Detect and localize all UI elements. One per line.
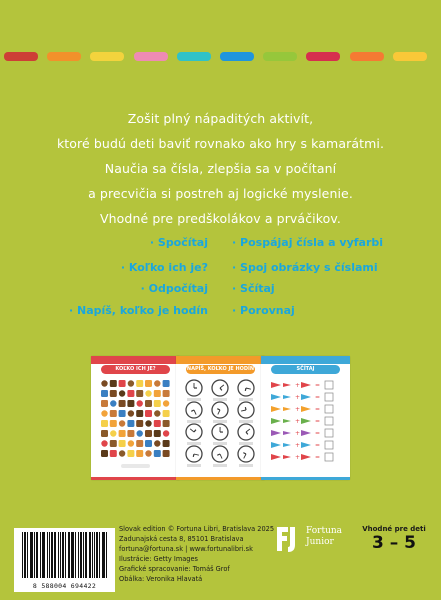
- activity-label: Koľko ich je?: [128, 261, 208, 274]
- barcode-bar: [102, 532, 103, 578]
- blurb-line: Naučia sa čísla, zlepšia sa v počítaní: [104, 161, 337, 176]
- barcode-bar: [106, 532, 107, 578]
- answer-box: [325, 453, 333, 461]
- equals-sign: =: [315, 442, 321, 449]
- barcode-bar: [31, 532, 32, 578]
- bullet: ·: [232, 304, 237, 317]
- answer-line: [213, 464, 227, 467]
- barcode-bar: [55, 532, 56, 578]
- item-icon: [127, 450, 134, 457]
- barcode-bar: [37, 532, 38, 578]
- barcode-bar: [75, 532, 76, 578]
- barcode-bar: [92, 532, 93, 578]
- preview-title: SČÍTAJ: [271, 365, 340, 374]
- item-icon: [154, 450, 161, 457]
- bullet: ·: [140, 282, 145, 295]
- barcode-bar: [83, 532, 84, 578]
- object-icon: [271, 442, 281, 448]
- item-icon: [145, 450, 151, 456]
- credit-line: fortuna@fortuna.sk | www.fortunalibri.sk: [119, 545, 253, 553]
- answer-line: [239, 398, 253, 401]
- item-icon: [110, 400, 116, 406]
- barcode-bar: [96, 532, 97, 578]
- preview-page-1: [91, 356, 180, 480]
- answer-line: [213, 420, 227, 423]
- item-icon: [127, 420, 134, 427]
- item-icon: [163, 400, 169, 406]
- color-stripe: [220, 52, 254, 61]
- activity-item: [232, 304, 295, 317]
- barcode-bar: [44, 532, 45, 578]
- equals-sign: =: [315, 430, 321, 437]
- object-icon: [301, 430, 311, 436]
- preview-title: NAPÍŠ, KOĽKO JE HODÍN: [186, 366, 255, 372]
- blurb-line: a precvičia si postreh aj logické myslenie.: [88, 186, 353, 201]
- plus-sign: +: [295, 454, 301, 461]
- credit-line: Zadunajská cesta 8, 85101 Bratislava: [119, 535, 244, 543]
- answer-line: [239, 464, 253, 467]
- barcode-bar: [40, 532, 41, 578]
- barcode-bar: [72, 532, 73, 578]
- activity-label: Porovnaj: [240, 304, 295, 317]
- age-label: Vhodné pre deti: [362, 525, 426, 533]
- credit-line: Ilustrácie: Getty Images: [119, 555, 198, 563]
- barcode-number: 8 588004 694422: [32, 582, 97, 590]
- object-icon: [283, 431, 291, 435]
- answer-line: [187, 442, 201, 445]
- preview-title: KOĽKO ICH JE?: [101, 365, 170, 374]
- item-icon: [136, 450, 143, 457]
- barcode-bar: [69, 532, 70, 578]
- preview-clock-grid: [176, 356, 265, 480]
- activity-label: Spočítaj: [157, 236, 208, 249]
- barcode-bar: [60, 532, 61, 578]
- barcode-bar: [32, 532, 33, 578]
- color-stripe: [177, 52, 211, 61]
- bullet: ·: [232, 282, 237, 295]
- item-icon: [110, 450, 117, 457]
- answer-line: [187, 464, 201, 467]
- barcode-bar: [80, 532, 81, 578]
- activity-item: [69, 304, 208, 317]
- item-icon: [127, 430, 134, 437]
- preview-addition-rows: [261, 356, 350, 480]
- item-icon: [154, 390, 161, 397]
- activity-label: Sčítaj: [240, 282, 275, 295]
- barcode-bar: [24, 532, 25, 578]
- plus-sign: +: [295, 430, 301, 437]
- activity-item: [232, 236, 383, 249]
- barcode-bar: [81, 532, 82, 578]
- object-icon: [283, 443, 291, 447]
- barcode-bar: [54, 532, 55, 578]
- item-icon: [119, 410, 126, 417]
- item-icon: [163, 380, 170, 387]
- item-icon: [145, 420, 151, 426]
- barcode-bar: [25, 532, 26, 578]
- object-icon: [283, 455, 291, 459]
- blurb-line: Vhodné pre predškolákov a prváčikov.: [100, 211, 341, 226]
- object-icon: [271, 454, 281, 460]
- object-icon: [301, 454, 311, 460]
- activity-label: Spoj obrázky s číslami: [240, 261, 378, 274]
- item-icon: [101, 410, 107, 416]
- item-icon: [154, 420, 161, 427]
- answer-line: [213, 442, 227, 445]
- object-icon: [271, 382, 281, 388]
- bullet: ·: [120, 261, 126, 274]
- item-icon: [119, 390, 125, 396]
- bullet: ·: [232, 261, 237, 274]
- plus-sign: +: [295, 382, 301, 389]
- item-icon: [110, 440, 117, 447]
- answer-box: [325, 405, 333, 413]
- answer-line: [239, 442, 253, 445]
- bullet: ·: [68, 304, 74, 317]
- answer-box: [325, 417, 333, 425]
- barcode-bar: [49, 532, 50, 578]
- item-icon: [110, 380, 117, 387]
- barcode-bar: [78, 532, 79, 578]
- item-icon: [110, 420, 117, 427]
- color-stripe: [393, 52, 427, 61]
- item-icon: [119, 420, 125, 426]
- item-icon: [136, 380, 143, 387]
- preview-page-3: [261, 356, 350, 480]
- answer-box: [325, 381, 333, 389]
- item-icon: [163, 430, 169, 436]
- equals-sign: =: [315, 382, 321, 389]
- item-icon: [154, 440, 160, 446]
- preview-bottom-bar: [91, 477, 180, 480]
- item-icon: [101, 390, 108, 397]
- activity-item: [232, 282, 275, 295]
- answer-box: [325, 393, 333, 401]
- color-stripe: [4, 52, 38, 61]
- item-icon: [127, 390, 134, 397]
- object-icon: [301, 418, 311, 424]
- item-icon: [163, 420, 170, 427]
- item-icon: [145, 410, 152, 417]
- color-stripes: [0, 52, 441, 61]
- item-icon: [154, 410, 160, 416]
- item-icon: [136, 420, 143, 427]
- barcode-bar: [30, 532, 31, 578]
- bullet: ·: [232, 236, 237, 249]
- barcode-bar: [94, 532, 95, 578]
- credit-line: Obálka: Veronika Hlavatá: [119, 575, 203, 583]
- barcode-bar: [104, 532, 105, 578]
- item-icon: [145, 430, 152, 437]
- item-icon: [119, 380, 126, 387]
- item-icon: [101, 430, 108, 437]
- object-icon: [301, 382, 311, 388]
- bullet: ·: [149, 236, 155, 249]
- clock-hand: [245, 407, 246, 410]
- plus-sign: +: [295, 442, 301, 449]
- object-icon: [301, 406, 311, 412]
- barcode-bar: [47, 532, 48, 578]
- barcode-bar: [97, 532, 98, 578]
- item-icon: [119, 430, 126, 437]
- item-icon: [163, 390, 170, 397]
- item-icon: [101, 380, 107, 386]
- object-icon: [301, 442, 311, 448]
- item-icon: [119, 400, 126, 407]
- item-icon: [101, 400, 108, 407]
- item-icon: [136, 390, 143, 397]
- barcode-bar: [89, 532, 90, 578]
- item-icon: [101, 450, 108, 457]
- item-icon: [110, 430, 116, 436]
- color-stripe: [47, 52, 81, 61]
- barcode-bar: [65, 532, 66, 578]
- color-stripe: [263, 52, 297, 61]
- barcode-bar: [99, 532, 100, 578]
- object-icon: [301, 394, 311, 400]
- logo-text-line1: Fortuna: [306, 526, 343, 536]
- credit-line: Slovak edition © Fortuna Libri, Bratislava 2025: [119, 525, 275, 533]
- color-stripe: [350, 52, 384, 61]
- item-icon: [154, 380, 160, 386]
- color-stripe: [134, 52, 168, 61]
- object-icon: [283, 383, 291, 387]
- item-icon: [154, 400, 161, 407]
- barcode-bar: [103, 532, 104, 578]
- answer-box: [325, 429, 333, 437]
- object-icon: [271, 394, 281, 400]
- color-stripe: [306, 52, 340, 61]
- plus-sign: +: [295, 394, 301, 401]
- answer-box: [325, 441, 333, 449]
- item-icon: [145, 440, 152, 447]
- barcode-bars: [22, 532, 108, 578]
- item-icon: [163, 410, 170, 417]
- barcode: [14, 528, 115, 592]
- object-icon: [283, 407, 291, 411]
- blurb-text: [20, 106, 421, 231]
- equals-sign: =: [315, 394, 321, 401]
- activity-item: [150, 236, 208, 249]
- credit-line: Grafické spracovanie: Tomáš Grof: [119, 565, 230, 573]
- barcode-bar: [43, 532, 44, 578]
- object-icon: [271, 430, 281, 436]
- clock-hand: [245, 388, 246, 391]
- barcode-bar: [42, 532, 43, 578]
- fj-logo-icon: [276, 524, 302, 554]
- barcode-bar: [73, 532, 74, 578]
- item-icon: [145, 380, 152, 387]
- item-icon: [136, 440, 143, 447]
- activity-label: Odpočítaj: [148, 282, 208, 295]
- activity-item: [232, 261, 378, 274]
- publisher-logo: [276, 524, 346, 556]
- object-icon: [283, 419, 291, 423]
- barcode-bar: [90, 532, 91, 578]
- publisher-credits: [119, 524, 274, 584]
- preview-illustration-grid: [91, 356, 180, 480]
- barcode-bar: [85, 532, 86, 578]
- item-icon: [163, 450, 170, 457]
- item-icon: [101, 420, 108, 427]
- barcode-bar: [22, 532, 23, 578]
- answer-box: [121, 464, 150, 468]
- item-icon: [128, 380, 134, 386]
- equals-sign: =: [315, 406, 321, 413]
- logo-text-line2: Junior: [306, 537, 334, 547]
- color-stripe: [90, 52, 124, 61]
- item-icon: [137, 400, 143, 406]
- preview-bottom-bar: [176, 477, 265, 480]
- barcode-bar: [34, 532, 35, 578]
- age-range: 3 – 5: [372, 533, 416, 553]
- preview-page-2: [176, 356, 265, 480]
- item-icon: [145, 390, 151, 396]
- barcode-bar: [58, 532, 59, 578]
- item-icon: [145, 400, 152, 407]
- barcode-bar: [51, 532, 52, 578]
- blurb-line: ktoré budú deti baviť rovnako ako hry s kamarátmi.: [56, 136, 385, 151]
- equals-sign: =: [315, 454, 321, 461]
- plus-sign: +: [295, 406, 301, 413]
- item-icon: [137, 430, 143, 436]
- answer-line: [213, 398, 227, 401]
- equals-sign: =: [315, 418, 321, 425]
- object-icon: [271, 418, 281, 424]
- answer-line: [187, 398, 201, 401]
- barcode-bar: [63, 532, 64, 578]
- item-icon: [128, 440, 134, 446]
- item-icon: [101, 440, 107, 446]
- barcode-bar: [52, 532, 53, 578]
- item-icon: [163, 440, 170, 447]
- answer-line: [187, 420, 201, 423]
- barcode-bar: [62, 532, 63, 578]
- item-icon: [119, 440, 126, 447]
- activity-label: Pospájaj čísla a vyfarbi: [240, 236, 384, 249]
- item-icon: [154, 430, 161, 437]
- activity-label: Napíš, koľko je hodín: [76, 304, 208, 317]
- item-icon: [127, 400, 134, 407]
- plus-sign: +: [295, 418, 301, 425]
- clock-hand: [193, 454, 194, 457]
- preview-bottom-bar: [261, 477, 350, 480]
- object-icon: [271, 406, 281, 412]
- answer-line: [239, 420, 253, 423]
- item-icon: [110, 410, 117, 417]
- barcode-bar: [71, 532, 72, 578]
- item-icon: [136, 410, 143, 417]
- item-icon: [128, 410, 134, 416]
- barcode-bar: [86, 532, 87, 578]
- blurb-line: Zošit plný nápaditých aktivít,: [127, 111, 314, 126]
- barcode-bar: [36, 532, 37, 578]
- barcode-bar: [68, 532, 69, 578]
- item-icon: [110, 390, 117, 397]
- barcode-bar: [27, 532, 28, 578]
- activity-item: [121, 261, 208, 274]
- activity-item: [141, 282, 208, 295]
- object-icon: [283, 395, 291, 399]
- item-icon: [119, 450, 125, 456]
